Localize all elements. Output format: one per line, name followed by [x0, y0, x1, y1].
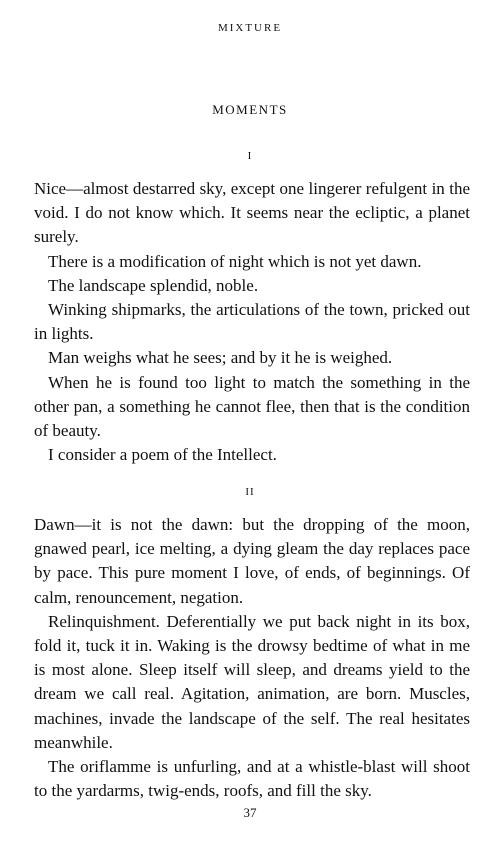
- section-title: MOMENTS: [212, 102, 288, 117]
- paragraph: There is a modification of night which is not yet dawn.: [48, 251, 422, 271]
- paragraph: The landscape splendid, noble.: [48, 275, 259, 295]
- running-head: MIXTURE: [217, 22, 283, 34]
- paragraph: Nice—almost destarred sky, except one lingerer refulgent in the void. I do not know which. It seems near the ecliptic, a planet surely.: [34, 179, 470, 247]
- section-numeral-1: I: [247, 150, 253, 162]
- paragraph: When he is found too light to match the something in the other pan, a something he cannot flee, then that is the condition of beauty.: [34, 372, 470, 441]
- paragraph: Winking shipmarks, the articulations of the town, pricked out in lights.: [34, 300, 470, 344]
- paragraph: The oriflamme is unfurling, and at a whistle-blast will shoot to the yardarms, twig-ends, roofs, and fill the sky.: [34, 757, 470, 801]
- paragraph: Relinquishment. Deferentially we put back night in its box, fold it, tuck it in. Waking is the drowsy bedtime of what in me is most alone. Sleep itself will sleep, and dreams yield to the dream we call real. Agitation, animation, are born. Muscles, machines, invade the landscape of the self. The real hesitates meanwhile.: [34, 611, 470, 752]
- paragraph: I consider a poem of the Intellect.: [48, 445, 277, 465]
- section-1-text: [34, 177, 470, 467]
- section-numeral-2: II: [245, 486, 255, 498]
- paragraph: Dawn—it is not the dawn: but the dropping of the moon, gnawed pearl, ice melting, a dying gleam the day replaces pace by pace. This pure moment I love, of ends, of beginnings. Of calm, renouncement, negation.: [34, 515, 470, 607]
- paragraph: Man weighs what he sees; and by it he is weighed.: [48, 348, 393, 368]
- page-number: 37: [243, 805, 257, 820]
- section-2-text: [34, 513, 470, 803]
